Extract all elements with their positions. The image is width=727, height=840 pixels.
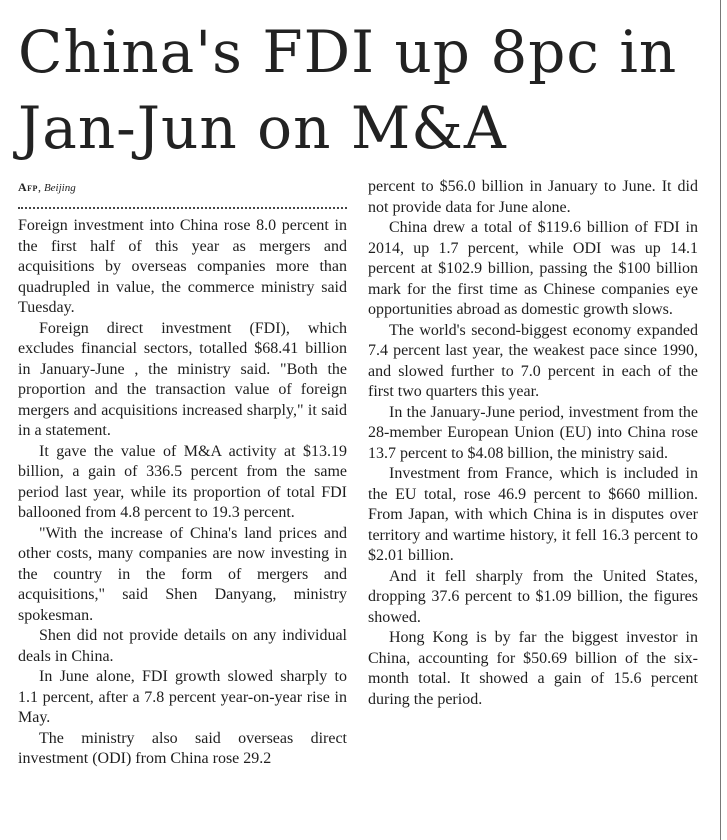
paragraph: percent to $56.0 billion in January to June. It did not provide data for June alone.	[368, 178, 698, 216]
paragraph: China drew a total of $119.6 billion of FDI in 2014, up 1.7 percent, while ODI was up 14.1 percent at $102.9 billion, passing the $100 billion mark for the first time as Chinese companies eye opportunities abroad as domestic growth slows.	[368, 219, 698, 318]
paragraph: Foreign investment into China rose 8.0 percent in the first half of this year as mergers and acquisitions by overseas companies more than quadrupled in value, the commerce ministry said Tuesday.	[18, 217, 347, 316]
byline-agency: Afp	[18, 180, 38, 194]
paragraph: Foreign direct investment (FDI), which excludes financial sectors, totalled $68.41 billion in January-June , the ministry said. "Both the proportion and the transaction value of foreign mergers and acquisitions increased sharply," it said in a statement.	[18, 319, 347, 439]
column-rule	[720, 0, 721, 840]
paragraph: The ministry also said overseas direct investment (ODI) from China rose 29.2	[18, 729, 347, 767]
paragraph: Hong Kong is by far the biggest investor in China, accounting for $50.69 billion of the six-month total. It showed a gain of 15.6 percent during the period.	[368, 629, 698, 708]
paragraph: In June alone, FDI growth slowed sharply to 1.1 percent, after a 7.8 percent year-on-year rise in May.	[18, 668, 347, 726]
paragraph: And it fell sharply from the United States, dropping 37.6 percent to $1.09 billion, the figures showed.	[368, 567, 698, 626]
paragraph: Shen did not provide details on any individual deals in China.	[18, 627, 347, 665]
byline-divider	[18, 207, 347, 209]
headline: China's FDI up 8pc in Jan-Jun on M&A	[18, 18, 678, 162]
paragraph: Investment from France, which is included in the EU total, rose 46.9 percent to $660 million. From Japan, with which China is in disputes over territory and wartime history, it fell 16.3 percent to $2.01 billion.	[368, 465, 698, 564]
paragraph: The world's second-biggest economy expanded 7.4 percent last year, the weakest pace since 1990, and slowed further to 7.0 percent in each of the first two quarters this year.	[368, 321, 698, 400]
article-column-1	[18, 216, 347, 770]
byline: Afp, Beijing	[18, 180, 76, 194]
paragraph: In the January-June period, investment from the 28-member European Union (EU) into China rose 13.7 percent to $4.08 billion, the ministry said.	[368, 403, 698, 462]
article-column-2	[368, 177, 698, 710]
paragraph: "With the increase of China's land prices and other costs, many companies are now investing in the country in the form of mergers and acquisitions," said Shen Danyang, ministry spokesman.	[18, 524, 347, 624]
byline-location: Beijing	[43, 182, 76, 194]
paragraph: It gave the value of M&A activity at $13.19 billion, a gain of 336.5 percent from the same period last year, while its proportion of total FDI ballooned from 4.8 percent to 19.3 percent.	[18, 442, 347, 521]
